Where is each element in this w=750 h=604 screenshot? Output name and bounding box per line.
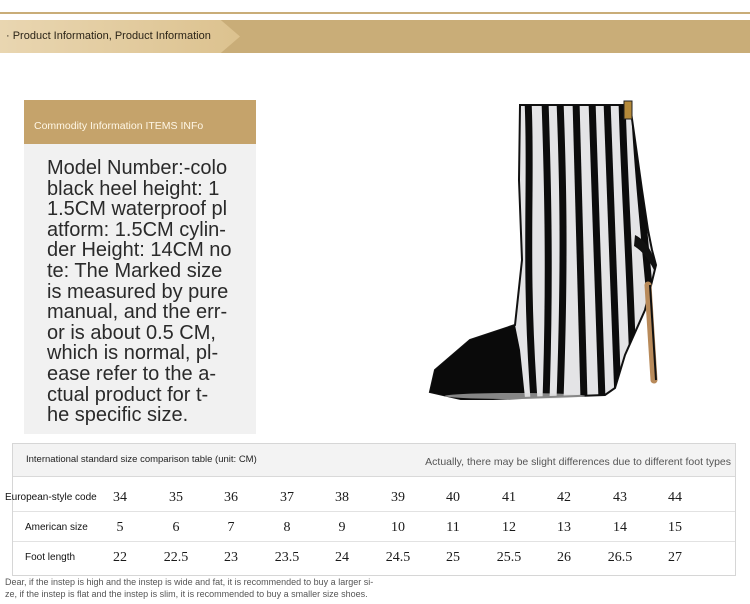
- european-size-row-cell: 38: [335, 490, 349, 505]
- sizing-note-line-1: Dear, if the instep is high and the instep is wide and fat, it is recommended to buy a larger si-: [5, 577, 374, 587]
- commodity-info-line: black heel height: 1: [47, 177, 220, 200]
- european-size-row-cell: 36: [224, 490, 238, 505]
- american-size-row-cell: 13: [557, 520, 571, 535]
- top-rule: [0, 12, 750, 14]
- commodity-info-text: [47, 158, 251, 426]
- foot-length-row-cell: 23: [224, 550, 238, 565]
- european-size-row-cell: 34: [113, 490, 127, 505]
- foot-length-row-cell: 22.5: [163, 550, 189, 565]
- european-size-row-cell: 44: [668, 490, 682, 505]
- european-size-row-cell: 43: [613, 490, 627, 505]
- size-comparison-table: [5, 443, 736, 576]
- american-size-row-cell: 7: [227, 520, 235, 535]
- european-size-row-cell: 40: [446, 490, 460, 505]
- european-size-row-cell: 39: [391, 490, 405, 505]
- section-title: · Product Information, Product Information: [6, 30, 211, 42]
- row-divider: [13, 511, 735, 512]
- commodity-info-line: ctual product for t-: [47, 383, 209, 406]
- foot-length-row-cell: 27: [668, 550, 682, 565]
- foot-length-row-cell: 23.5: [274, 550, 300, 565]
- sizing-note-line-2: ze, if the instep is flat and the instep is slim, it is recommended to buy a smaller size shoes.: [5, 589, 368, 599]
- american-size-row-cell: 12: [502, 520, 516, 535]
- american-size-row-cell: 8: [283, 520, 291, 535]
- american-size-row-cell: 14: [613, 520, 627, 535]
- commodity-info-line: or is about 0.5 CM,: [47, 321, 216, 344]
- size-table-caption: [13, 444, 735, 477]
- european-size-row-cell: 42: [557, 490, 571, 505]
- commodity-info-line: 1.5CM waterproof pl: [47, 198, 228, 221]
- commodity-info-line: der Height: 14CM no: [47, 239, 232, 262]
- commodity-info-title: Commodity Information ITEMS INFo: [34, 120, 204, 132]
- commodity-info-line: he specific size.: [47, 404, 189, 427]
- size-table-title: International standard size comparison table (unit: CM): [26, 454, 257, 465]
- foot-length-row-cell: 24: [335, 550, 349, 565]
- american-size-row-cell: 6: [172, 520, 180, 535]
- commodity-info-line: ease refer to the a-: [47, 362, 216, 385]
- american-size-row-label: American size: [25, 522, 88, 533]
- commodity-info-line: Model Number:-colo: [47, 157, 228, 179]
- european-size-row-label: European-style code: [5, 492, 97, 503]
- foot-length-row-cell: 24.5: [385, 550, 411, 565]
- size-table-disclaimer: Actually, there may be slight differences due to different foot types: [425, 456, 731, 468]
- commodity-info-line: is measured by pure: [47, 280, 229, 303]
- commodity-info-header: [24, 100, 256, 144]
- foot-length-row-cell: 26: [557, 550, 571, 565]
- foot-length-row-cell: 25.5: [496, 550, 522, 565]
- commodity-info-line: atform: 1.5CM cylin-: [47, 218, 226, 241]
- commodity-info-panel: [24, 100, 256, 434]
- european-size-row-cell: 37: [280, 490, 294, 505]
- product-boot-image: [420, 100, 660, 400]
- row-divider: [13, 541, 735, 542]
- commodity-info-line: manual, and the err-: [47, 301, 228, 324]
- american-size-row-cell: 9: [338, 520, 346, 535]
- foot-length-row-label: Foot length: [25, 552, 76, 563]
- american-size-row-cell: 15: [668, 520, 682, 535]
- foot-length-row-cell: 25: [446, 550, 460, 565]
- commodity-info-line: which is normal, pl-: [47, 342, 219, 365]
- american-size-row-cell: 11: [446, 520, 460, 535]
- foot-length-row-cell: 22: [113, 550, 127, 565]
- american-size-row-cell: 5: [116, 520, 124, 535]
- foot-length-row-cell: 26.5: [607, 550, 633, 565]
- american-size-row-cell: 10: [391, 520, 405, 535]
- commodity-info-line: te: The Marked size: [47, 259, 223, 282]
- european-size-row-cell: 35: [169, 490, 183, 505]
- european-size-row-cell: 41: [502, 490, 516, 505]
